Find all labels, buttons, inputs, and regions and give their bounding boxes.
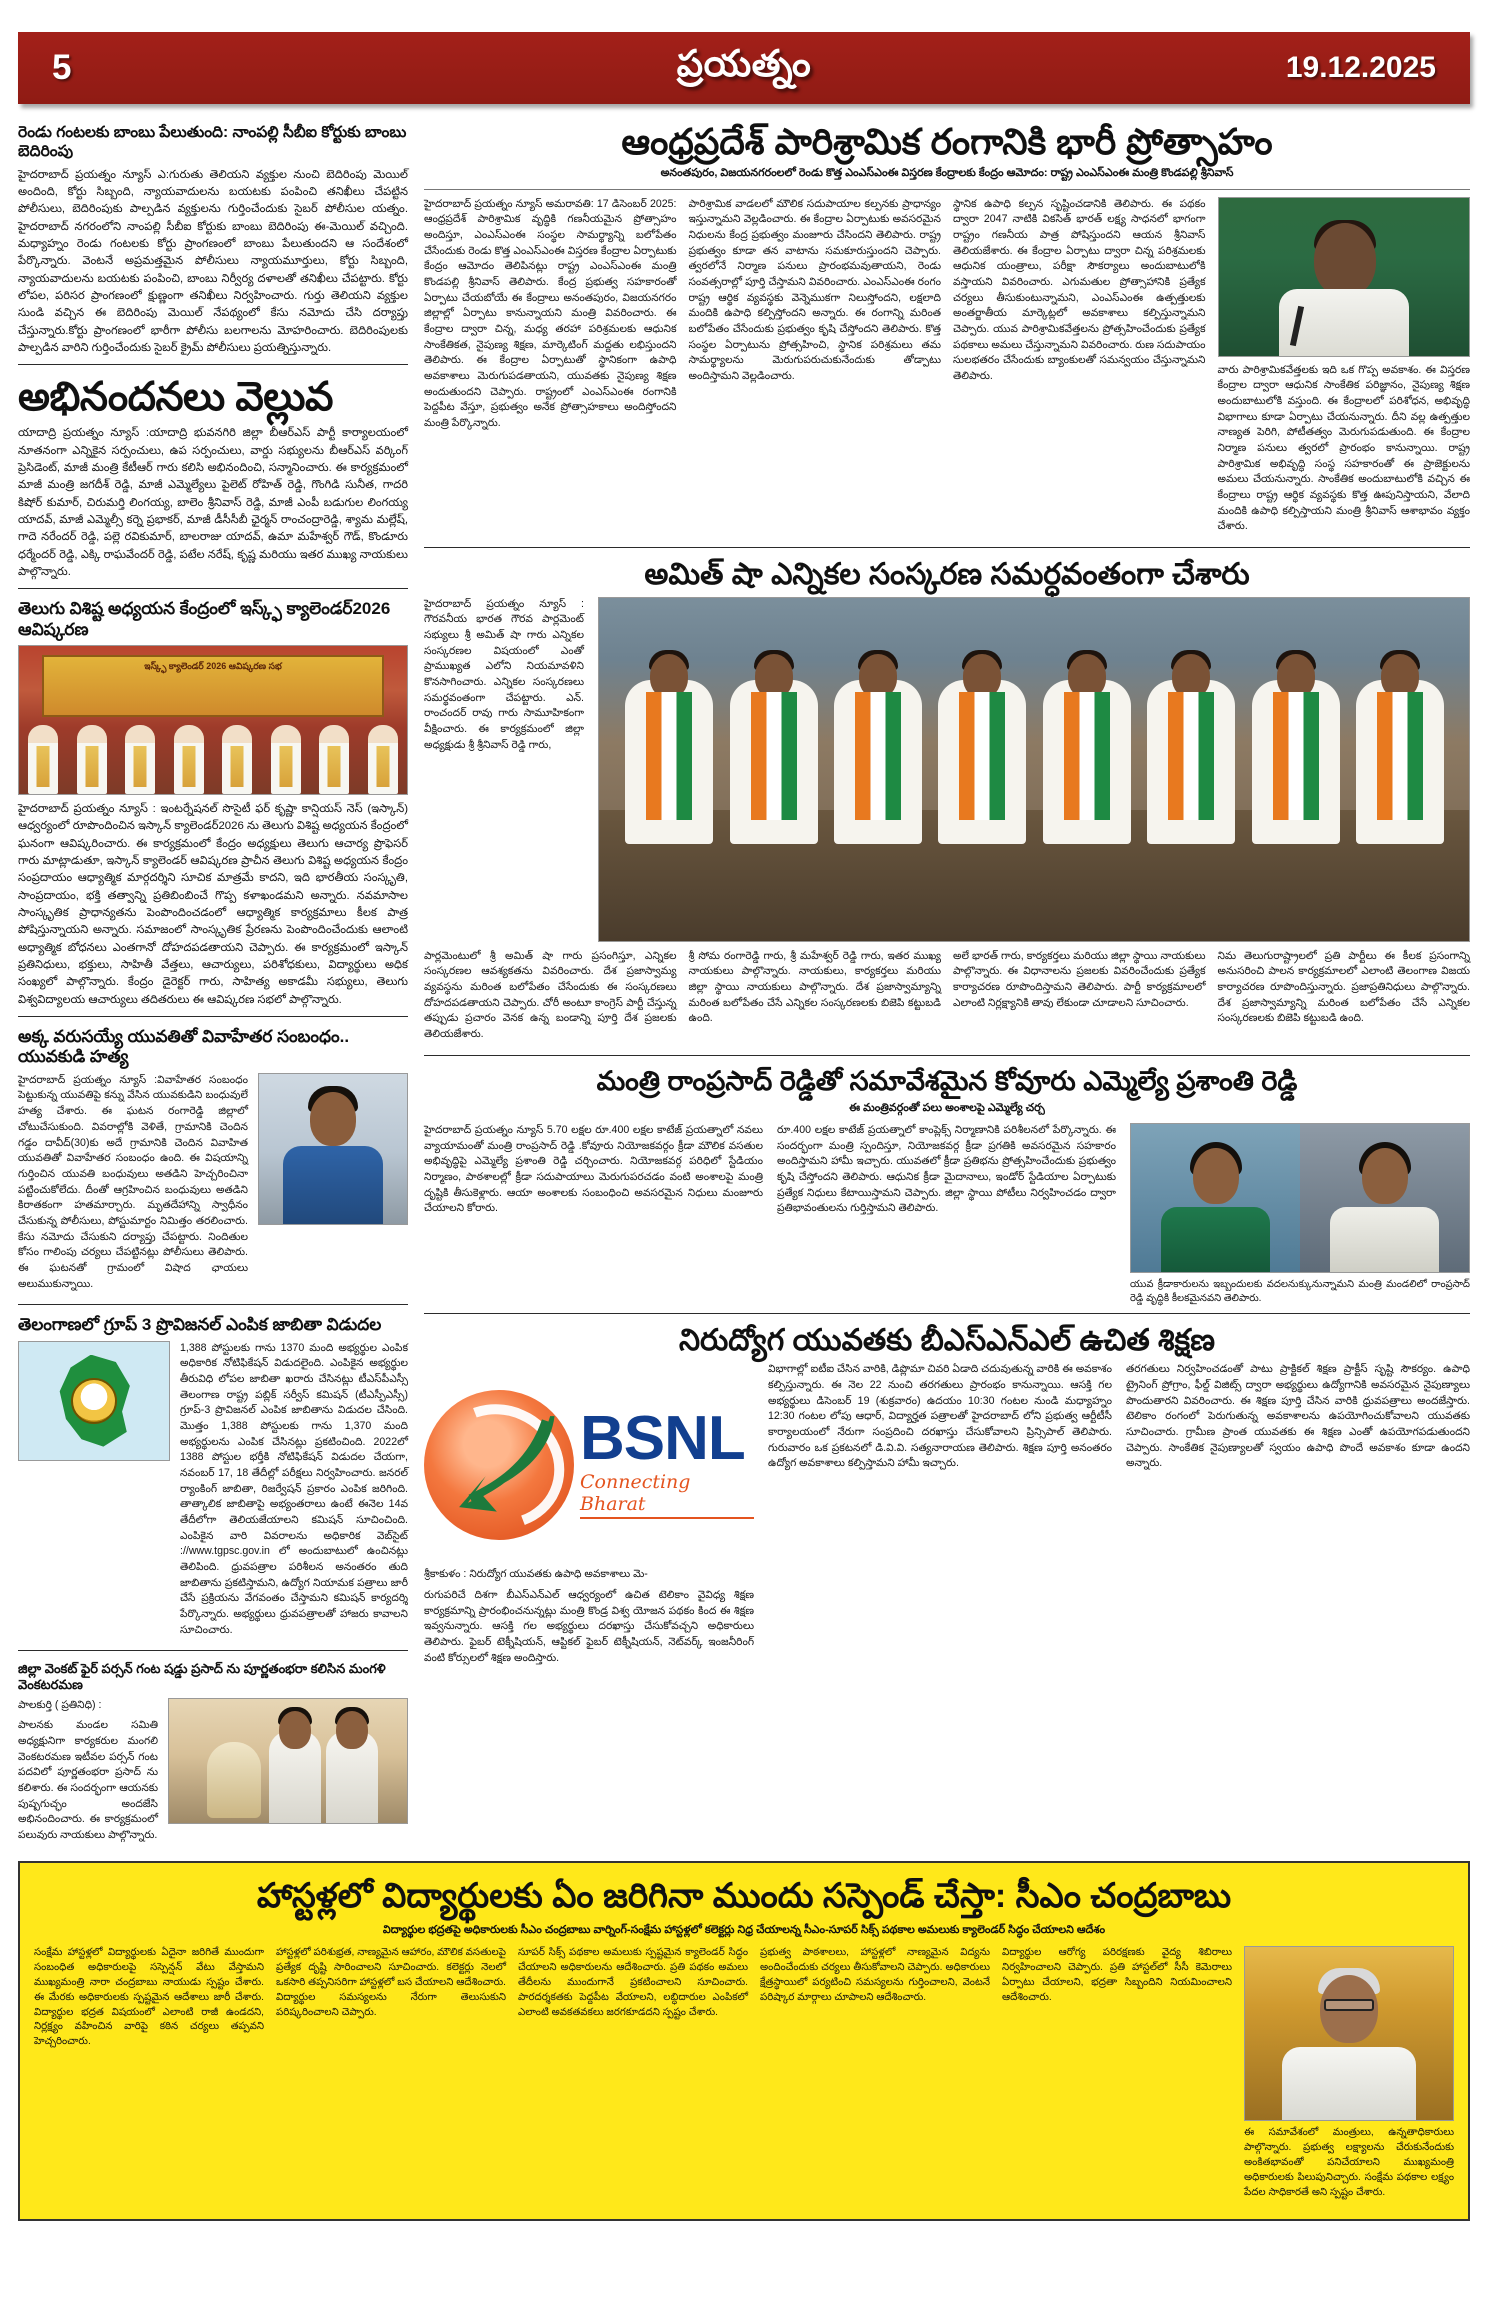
- photo-banner-text: ఇస్క్ఫ్ క్యాలెండర్ 2026 ఆవిష్కరణ సభ: [144, 660, 282, 671]
- bsnl-underline: [580, 1517, 754, 1519]
- person-figure: [28, 725, 58, 794]
- murder-photo-col: [258, 1073, 408, 1297]
- bjp-meeting-photo: [598, 597, 1470, 942]
- msme-col-3: [953, 197, 1206, 540]
- banner-subhead: విద్యార్థుల భద్రతపై అధికారులకు సీఎం చంద్రబాబు వార్నింగ్-సంక్షేమ హాస్టళ్లలో కలెక్టర్లు నిధ్ర చేయాలన్న సీఎం-సూపర్ సిక్స్ పథకాల అమలుకు క్యాలెండర్ సిద్ధం చేయాలని ఆదేశం: [382, 1923, 1106, 1936]
- person-figure: [368, 725, 398, 794]
- divider: [424, 1055, 1470, 1056]
- group3-body-top: 1,388 పోస్టులకు గాను 1370 మంది అభ్యర్థుల ఎంపిక అధికారిక నోటిఫికేషన్ విడుదలైంది. ఎంపికైన అభ్యర్థుల తీరువిధి లోపల జాబితా ఖరారు చేసినట్లు టీఎస్‌పీఎస్సీ తెలంగాణ రాష్ట్ర పబ్లిక్ సర్వీస్ కమిషన్ (టీఎస్పీఎస్సీ) గ్రూప్-3 ప్రొవిజనల్ ఎంపిక జాబితాను విడుదల చేసింది. మొత్తం 1,388 పోస్టులకు గాను 1,370 మంది అభ్యర్థులను ఎంపిక చేసినట్లు ప్రకటించింది. 2022లో 1388 పోస్టుల భర్తీకి నోటిఫికేషన్ విడుదల చేయగా, నవంబర్ 17, 18 తేదీల్లో పరీక్షలు నిర్వహించారు. జనరల్ ర్యాంకింగ్ జాబితా, రిజర్వేషన్ ప్రకారం ఎంపిక జరిగింది. తాత్కాలిక జాబితాపై అభ్యంతరాలు ఉంటే ఈనెల 14వ తేదీలోగా తెలియజేయాలని కమిషన్ సూచించింది. ఎంపికైన వారి వివరాలను అధికారిక వెబ్‌సైట్ ://www.tgpsc.gov.in లో అందుబాటులో ఉంచినట్లు తెలిపింది. ధ్రువపత్రాల పరిశీలన అనంతరం తుది జాబితాను ప్రకటిస్తామని, ఉద్యోగ నియామక పత్రాలు జారీ చేసే ప్రక్రియను వేగవంతం చేస్తామని కమిషన్ కార్యదర్శి పేర్కొన్నారు. అభ్యర్థులు ధ్రువపత్రాలతో హాజరు కావాలని సూచించారు.: [180, 1341, 408, 1636]
- bsnl-wordmark: [580, 1404, 754, 1519]
- calendar-headline: తెలుగు విశిష్ట అధ్యయన కేంద్రంలో ఇస్క్ఫ్ క్యాలెండర్2026 ఆవిష్కరణ: [18, 599, 391, 639]
- amit-shah-photo-col: [598, 597, 1470, 942]
- newspaper-page: [0, 32, 1488, 2311]
- collector-kicker: పాలకుర్తి ( ప్రతినిధి) :: [18, 1698, 102, 1711]
- person-figure: [77, 725, 107, 794]
- collector-headline: జిల్లా వెంకట్ ఫైర్ పర్సన్ గంట షడ్డు ప్రసాద్ ను పూర్ణతంభరా కలిసిన మంగళి వెంకటరమణ: [18, 1661, 386, 1692]
- minister-meeting-body-1: హైదరాబాద్ ప్రయత్నం న్యూస్ 5.70 లక్షల రూ.400 లక్షల కాటేజ్ ప్రయత్నాలో నవలు వ్యాయామంతో మంత్రి రాంప్రసాద్ రెడ్డి .కోవూరు నియోజకవర్గం క్రీడా మౌలిక వసతుల అభివృద్ధిపై ఎమ్మెల్యే ప్రశాంతి రెడ్డి చర్చించారు. నియోజకవర్గ పరిధిలో స్టేడియం నిర్మాణం, పాఠశాలల్లో క్రీడా సదుపాయాలు మెరుగుపరచడం వంటి అంశాలపై మంత్రి దృష్టికి తీసుకెళ్లారు. ఆయా అంశాలకు సంబంధించి అవసరమైన నిధులు మంజూరు చేయాలని కోరారు.: [424, 1123, 763, 1215]
- banner-body-6: ఈ సమావేశంలో మంత్రులు, ఉన్నతాధికారులు పాల్గొన్నారు. ప్రభుత్వ లక్ష్యాలను చేరుకునేందుకు అంకితభావంతో పనిచేయాలని ముఖ్యమంత్రి అధికారులకు పిలుపునిచ్చారు. సంక్షేమ పథకాల లక్ష్యం పేదల సాధికారతే అని స్పష్టం చేశారు.: [1244, 2126, 1454, 2198]
- article-iskcon-calendar: [18, 599, 408, 1009]
- photo-face: [1314, 223, 1376, 297]
- article-bsnl-training: [424, 1324, 1470, 1672]
- collector-body: పాలనకు మండల సమితి అధ్యక్షునిగా కార్యకరుల మంగలి వెంకటరమణ ఇటీవల పర్సన్ గంట పదవిలో పూర్ణతంభరా ప్రసాద్ ను కలిశారు. ఈ సందర్భంగా ఆయనకు పుష్పగుచ్ఛం అందజేసి అభినందించారు. ఈ కార్యక్రమంలో పలువురు నాయకులు పాల్గొన్నారు.: [18, 1719, 158, 1841]
- bsnl-arrow-icon: [448, 1408, 559, 1522]
- msme-headline: ఆంధ్రప్రదేశ్ పారిశ్రామిక రంగానికి భారీ ప్రోత్సాహం: [621, 121, 1273, 162]
- collector-photo-col: [168, 1698, 408, 1849]
- left-column: [18, 114, 408, 1849]
- bsnl-col-2: [768, 1362, 1112, 1671]
- calendar-body: హైదరాబాద్ ప్రయత్నం న్యూస్ : ఇంటర్నేషనల్ సొసైటీ ఫర్ కృష్ణా కాన్షియస్ నెస్ (ఇస్కాన్) ఆధ్వర్యంలో రూపొందించిన ఇస్కాన్ క్యాలెండర్2026 ను తెలుగు విశిష్ట అధ్యయన కేంద్రంలో ఘనంగా ఆవిష్కరించారు. ఈ కార్యక్రమంలో కేంద్రం అధ్యక్షులు తెలుగు ఆచార్య ప్రొఫెసర్ గారు మాట్లాడుతూ, ఇస్కాన్ క్యాలెండర్ ఆవిష్కరణ ప్రాచీన తెలుగు విశిష్ట అధ్యయన కేంద్రం సంప్రదాయం ఆధ్యాత్మిక మార్గదర్శిని సూచిక మాత్రమే కాదని, ఇది భారతీయ సంస్కృతి, సాంప్రదాయం, భక్తి తత్వాన్ని ప్రతిబింబించే గొప్ప కళాఖండమని అన్నారు. నవమాసాల సాంస్కృతిక ప్రాధాన్యతను పెంపొందించడంలో ఆధ్యాత్మిక కార్యక్రమాలు కీలక పాత్ర పోషిస్తున్నాయని అన్నారు. సమాజంలో సాంస్కృతిక ప్రేరణను పెంపొందించేందుకు ఆలాంటి అధ్యాత్మిక బోధనలు ఎంతగానో దోహదపడతాయని చెప్పారు. ఈ కార్యక్రమంలో ఇస్కాన్ ప్రతినిధులు, భక్తులు, సాహితీ వేత్తలు, ఆచార్యులు, పరిశోధకులు, విద్యార్థులు అధిక సంఖ్యలో పాల్గొన్నారు. కేంద్రం డైరెక్టర్ గారు, సాహిత్య అకాడమీ సభ్యులు, తెలుగు విశ్వవిద్యాలయ ఆచార్యులు తదితరులు ఈ ఆవిష్కరణ సభలో పాల్గొన్నారు.: [18, 803, 408, 1006]
- person-figure: [271, 725, 301, 794]
- amit-shah-text-left: [424, 597, 584, 942]
- seated-person: [938, 680, 1026, 845]
- banner-col-5: [1002, 1946, 1232, 2205]
- amit-shah-body-3: శ్రీ సోమ రంగారెడ్డి గారు, శ్రీ మహేశ్వర్ రెడ్డి గారు, ఇతర ముఖ్య నాయకులు పాల్గొన్నారు. నాయకులు, కార్యకర్తలు మరియు జిల్లా స్థాయి నాయకులు పాల్గొన్నారు. దేశ ప్రజాస్వామ్యాన్ని మరింత బలోపేతం చేసే ఎన్నికల సంస్కరణలకు బిజెపి కట్టుబడి ఉంది.: [688, 949, 941, 1025]
- amit-shah-col-5: [1218, 949, 1471, 1048]
- msme-subhead: అనంతపురం, విజయనగరంలలో రెండు కొత్త ఎంఎస్ఎంఈ విస్తరణ కేంద్రాలకు కేంద్రం ఆమోదం: రాష్ట్ర ఎంఎస్ఎంఈ మంత్రి కొండపల్లి శ్రీనివాస్: [660, 167, 1234, 180]
- banner-body-2: హాస్టళ్లలో పరిశుభ్రత, నాణ్యమైన ఆహారం, మౌలిక వసతులపై ప్రత్యేక దృష్టి సారించాలని సూచించారు. కలెక్టర్లు నెలలో ఒకసారి తప్పనిసరిగా హాస్టళ్లలో బస చేయాలని ఆదేశించారు. విద్యార్థుల సమస్యలను నేరుగా తెలుసుకుని పరిష్కరించాలని చెప్పారు.: [276, 1946, 506, 2018]
- group3-text-col: [180, 1341, 408, 1644]
- article-congratulations: [18, 375, 408, 581]
- murder-body: హైదరాబాద్ ప్రయత్నం న్యూస్ :వివాహేతర సంబంధం పెట్టుకున్న యువతిపై కన్ను వేసిన యువకుడిని బంధువులే హత్య చేశారు. ఈ ఘటన రంగారెడ్డి జిల్లాలో చోటుచేసుకుంది. వివరాల్లోకి వెళితే, గ్రామానికి చెందిన గడ్డం దావీద్(30)కు అదే గ్రామానికి చెందిన వివాహిత యువతితో వివాహేతర సంబంధం ఉంది. ఈ విషయాన్ని గుర్తించిన యువతి బంధువులు అతడిని హెచ్చరించినా పట్టించుకోలేదు. దీంతో ఆగ్రహించిన బంధువులు అతడిని కిరాతకంగా హతమార్చారు. మృతదేహాన్ని స్వాధీనం చేసుకున్న పోలీసులు, పోస్టుమార్టం నిమిత్తం తరలించారు. కేసు నమోదు చేసుకుని దర్యాప్తు చేపట్టారు. నిందితుల కోసం గాలింపు చర్యలు చేపట్టినట్లు పోలీసులు తెలిపారు. ఈ ఘటనతో గ్రామంలో విషాద ఛాయలు అలుముకున్నాయి.: [18, 1073, 248, 1290]
- party-scarf: [751, 692, 797, 820]
- bsnl-kicker: శ్రీకాకుళం : నిరుద్యోగ యువతకు ఉపాధి అవకాశాలు మె-: [424, 1568, 648, 1581]
- person-figure: [125, 725, 155, 794]
- article-bomb-threat: [18, 123, 408, 357]
- photo-face: [1362, 1148, 1408, 1204]
- article-collector-meeting: [18, 1661, 408, 1848]
- msme-body-1: హైదరాబాద్ ప్రయత్నం న్యూస్ అమరావతి: 17 డిసెంబర్ 2025: ఆంధ్రప్రదేశ్ పారిశ్రామిక వృద్ధికి గణనీయమైన ప్రోత్సాహం అందిస్తూ, ఎంఎస్ఎంఈ సంస్థల సామర్థ్యాన్ని బలోపేతం చేసేందుకు రెండు కొత్త ఎంఎస్ఎంఈ విస్తరణ కేంద్రాల ఏర్పాటుకు కేంద్రం ఆమోదం తెలిపినట్లు రాష్ట్ర ఎంఎస్ఎంఈ మంత్రి కొండపల్లి శ్రీనివాస్ తెలిపారు. కేంద్ర ప్రభుత్వ సహకారంతో ఏర్పాటు చేయబోయే ఈ కేంద్రాలు అనంతపురం, విజయనగరం జిల్లాల్లో ఏర్పాటు కానున్నాయని మంత్రి వివరించారు. ఈ కేంద్రాల ద్వారా చిన్న, మధ్య తరహా పరిశ్రమలకు ఆధునిక సాంకేతికత, నైపుణ్య శిక్షణ, మార్కెటింగ్ మద్దతు లభిస్తుందని తెలిపారు. ఈ కేంద్రాల ఏర్పాటుతో స్థానికంగా ఉపాధి అవకాశాలు మెరుగుపడతాయని, యువతకు నైపుణ్య శిక్షణ అందుతుందని చెప్పారు. రాష్ట్రంలో ఎంఎస్ఎంఈ రంగానికి పెద్దపీట వేస్తూ, ప్రభుత్వం అనేక ప్రోత్సాహకాలు అందిస్తోందని మంత్రి పేర్కొన్నారు.: [424, 197, 677, 430]
- deity-idol: [207, 1742, 261, 1818]
- person-figure: [319, 725, 349, 794]
- group3-headline: తెలంగాణలో గ్రూప్ 3 ప్రొవిజనల్ ఎంపిక జాబితా విడుదల: [18, 1315, 382, 1335]
- seated-person: [1147, 680, 1235, 845]
- bomb-threat-headline: రెండు గంటలకు బాంబు పేలుతుంది: నాంపల్లి సీబీఐ కోర్టుకు బాంబు బెదిరింపు: [18, 124, 407, 161]
- telangana-emblem-photo: [18, 1341, 170, 1461]
- msme-minister-photo: [1218, 197, 1471, 357]
- person-figure: [269, 1731, 321, 1823]
- article-amit-shah: [424, 558, 1470, 1048]
- minister-meeting-body-2: రూ.400 లక్షల కాటేజ్ ప్రయత్నాలో కాంప్లెక్స్ నిర్మాణానికి పరిశీలనలో పేర్కొన్నారు. ఈ సందర్భంగా మంత్రి స్పందిస్తూ, నియోజకవర్గ క్రీడా ప్రగతికి అవసరమైన సహకారం అందిస్తామని హామీ ఇచ్చారు. యువతలో క్రీడా ప్రతిభను ప్రోత్సహించేందుకు ప్రభుత్వం కృషి చేస్తోందని తెలిపారు. ఆధునిక క్రీడా మైదానాలు, ఇండోర్ స్టేడియాల ఏర్పాటుకు ప్రత్యేక నిధులు కేటాయిస్తామని చెప్పారు. జిల్లా స్థాయి పోటీలు నిర్వహించడం ద్వారా ప్రతిభావంతులను గుర్తిస్తామని తెలిపారు.: [777, 1123, 1116, 1215]
- article-group3-results: [18, 1315, 408, 1643]
- photo-people-group: [19, 708, 407, 794]
- amit-shah-col-4: [953, 949, 1206, 1048]
- bsnl-brand-text: BSNL: [580, 1404, 745, 1474]
- party-scarf: [855, 692, 901, 820]
- minister-meeting-col-1: [424, 1123, 763, 1306]
- seated-person: [834, 680, 922, 845]
- bsnl-headline: నిరుద్యోగ యువతకు బీఎస్ఎన్ఎల్ ఉచిత శిక్షణ: [679, 1323, 1215, 1357]
- photo-person-right: [1300, 1124, 1469, 1272]
- bottom-highlight-banner: [18, 1861, 1470, 2222]
- amit-shah-headline: అమిత్ షా ఎన్నికల సంస్కరణ సమర్ధవంతంగా చేశారు: [644, 558, 1250, 591]
- cm-chandrababu-photo: [1244, 1946, 1454, 2121]
- masthead-title: ప్రయత్నం: [676, 42, 812, 84]
- calendar-launch-photo: [18, 645, 408, 795]
- bsnl-body-1: రుగుపరిచే దిశగా బీఎస్ఎన్ఎల్ ఆధ్వర్యంలో ఉచిత టెలికాం వైవిధ్య శిక్షణ కార్యక్రమాన్ని ప్రారంభించనున్నట్లు మంత్రి కొండ్ర విశ్వ యోజన పథకం కింద ఈ శిక్షణ ఇవ్వనున్నారు. ఆసక్తి గల అభ్యర్థులు దరఖాస్తు చేసుకోవచ్చని అధికారులు తెలిపారు. ఫైబర్ టెక్నీషియన్, ఆప్టికల్ ఫైబర్ టెక్నీషియన్, నెట్‌వర్క్ ఇంజనీరింగ్ వంటి కోర్సులలో శిక్షణ అందిస్తారు.: [424, 1589, 754, 1664]
- banner-col-4: [760, 1946, 990, 2205]
- banner-col-1: [34, 1946, 264, 2205]
- divider: [18, 1016, 408, 1017]
- msme-body-4: వారు పారిశ్రామికవేత్తలకు ఇది ఒక గొప్ప అవకాశం. ఈ విస్తరణ కేంద్రాల ద్వారా ఆధునిక సాంకేతిక పరిజ్ఞానం, నైపుణ్య శిక్షణ అందుబాటులోకి వస్తుంది. ఈ కేంద్రాలలో పరిశోధన, అభివృద్ధి విభాగాలు కూడా ఏర్పాటు చేయనున్నారు. దీని వల్ల ఉత్పత్తుల నాణ్యత పెరిగి, పోటీతత్వం మెరుగుపడుతుంది. ఈ కేంద్రాల నిర్మాణ పనులు త్వరలో ప్రారంభం కానున్నాయి. రాష్ట్ర పారిశ్రామిక అభివృద్ధి సంస్థ సహకారంతో ఈ ప్రాజెక్టులను అమలు చేయనున్నారు. సాంకేతిక అందుబాటులోకి వచ్చిన ఈ కేంద్రాలు రాష్ట్ర ఆర్థిక వ్యవస్థకు కొత్త ఊపునిస్తాయని, వేలాది మందికి ఉపాధి కల్పిస్తాయని మంత్రి శ్రీనివాస్ ఆశాభావం వ్యక్తం చేశారు.: [1217, 363, 1470, 533]
- amit-shah-body-4: అలే భారత్ గారు, కార్యకర్తలు మరియు జిల్లా స్థాయి నాయకులు పాల్గొన్నారు. ఈ విధానాలను ప్రజలకు వివరించేందుకు ప్రత్యేక కార్యాచరణ రూపొందిస్తామని తెలిపారు. పార్టీ కార్యక్రమాలలో ఎలాంటి నిర్లక్ష్యానికి తావు లేకుండా చూడాలని సూచించారు.: [953, 949, 1206, 1009]
- right-column: [424, 114, 1470, 1849]
- collector-text-col: [18, 1698, 158, 1849]
- minister-meeting-photo-col: [1130, 1123, 1470, 1306]
- seated-person: [1043, 680, 1131, 845]
- congrats-body: యాదాద్రి ప్రయత్నం న్యూస్ :యాదాద్రి భువనగిరి జిల్లా బీఆర్ఎస్ పార్టీ కార్యాలయంలో నూతనంగా ఎన్నికైన సర్పంచులు, ఉప సర్పంచులు, వార్డు సభ్యులను బీఆర్ఎస్ వర్కింగ్ ప్రెసిడెంట్, మాజీ మంత్రి కేటీఆర్ గారు కలిసి అభినందించి, సన్మానించారు. ఈ కార్యక్రమంలో మాజీ మంత్రి జగదీశ్ రెడ్డి, మాజీ ఎమ్మెల్యేలు పైలెట్ రోహిత్ రెడ్డి, గొంగిడి సునీత, గాదరి కిషోర్ కుమార్, చిరుమర్తి లింగయ్య, బాలెం శ్రీనివాస్ రెడ్డి, మాజీ ఎంపీ బడుగుల లింగయ్య యాదవ్, మాజీ ఎమ్మెల్సీ కర్నె ప్రభాకర్, మాజీ డీసీసీబీ ఛైర్మన్ రాంచంద్రారెడ్డి, శ్యామ మల్లేష్, గాదె నరేందర్ రెడ్డి, పల్లె రవికుమార్, బాలరాజు యాదవ్, ఉమా మహేశ్వర్ గౌడ్, కొండూరు ధర్మేందర్ రెడ్డి, ఎక్కి రాఘవేందర్ రెడ్డి, పటేల నరేష్, కృష్ణ మరియు ఇతర ముఖ్య నాయకులు పాల్గొన్నారు.: [18, 427, 408, 578]
- bsnl-body-3: తరగతులు నిర్వహించడంతో పాటు ప్రాక్టికల్ శిక్షణ ప్రాక్టీస్ సృష్టి సౌకర్యం. ఉపాధి ట్రైనింగ్ ప్రోగ్రాం, ఫీల్డ్ విజిట్స్ ద్వారా అభ్యర్థులు ఉద్యోగానికి అవసరమైన నైపుణ్యాలు పొందుతారని వివరించారు. ఈ శిక్షణ పూర్తి చేసిన వారికి ధ్రువపత్రాలు అందజేస్తారు. టెలికాం రంగంలో పెరుగుతున్న అవకాశాలను ఉపయోగించుకోవాలని యువతకు సూచించారు. గ్రామీణ ప్రాంత యువతకు ఈ శిక్షణ ఎంతో ఉపయోగపడుతుందని చెప్పారు. సాంకేతిక నైపుణ్యాలతో స్వయం ఉపాధి పొందే అవకాశం కూడా ఉందని అన్నారు.: [1126, 1363, 1470, 1470]
- msme-body-3: స్థానిక ఉపాధి కల్పన సృష్టించడానికి తెలిపారు. ఈ పథకం ద్వారా 2047 నాటికి వికసిత్ భారత్ లక్ష్య సాధనలో భాగంగా రాష్ట్రం గణనీయ పాత్ర పోషిస్తుందని ఆయన శ్రీనివాస్ తెలియజేశారు. ఈ కేంద్రాల ఏర్పాటు ద్వారా చిన్న పరిశ్రమలకు ఆధునిక యంత్రాలు, పరీక్షా సౌకర్యాలు అందుబాటులోకి వస్తాయని వివరించారు. ఎగుమతుల ప్రోత్సాహానికి ప్రత్యేక చర్యలు తీసుకుంటున్నామని, ఎంఎస్ఎంఈ ఉత్పత్తులకు అంతర్జాతీయ మార్కెట్లలో అవకాశాలు కల్పిస్తున్నామని చెప్పారు. యువ పారిశ్రామికవేత్తలను ప్రోత్సహించేందుకు ప్రత్యేక పథకాలు అమలు చేస్తున్నామని వివరించారు. రుణ సదుపాయం సులభతరం చేసేందుకు బ్యాంకులతో సమన్వయం చేస్తున్నామని తెలిపారు.: [953, 197, 1206, 382]
- photo-shirt: [1282, 2047, 1415, 2120]
- murder-headline: అక్క వరుసయ్యే యువతితో వివాహేతర సంబంధం.. యువకుడి హత్య: [18, 1027, 350, 1067]
- divider: [424, 1313, 1470, 1314]
- divider: [424, 189, 1470, 190]
- congrats-headline: అభినందనలు వెల్లువ: [18, 375, 333, 420]
- minister-meeting-photo-caption: యువ క్రీడాకారులను ఇబ్బందులకు వదలనుక్కునున్నామని మంత్రి మండలిలో రాంప్రసాద్ రెడ్డి వృద్ధికి కీలకమైనవని తెలిపారు.: [1130, 1278, 1470, 1304]
- seated-person: [1356, 680, 1444, 845]
- article-minister-meeting: [424, 1066, 1470, 1306]
- bsnl-globe-icon: [424, 1390, 574, 1540]
- banner-body-4: ప్రభుత్వ పాఠశాలలు, హాస్టళ్లలో నాణ్యమైన విద్యను అందించేందుకు చర్యలు తీసుకోవాలని చెప్పారు. అధికారులు క్షేత్రస్థాయిలో పర్యటించి సమస్యలను గుర్తించాలని, వెంటనే పరిష్కార మార్గాలు చూపాలని ఆదేశించారు.: [760, 1946, 990, 2003]
- seated-person: [625, 680, 713, 845]
- seated-person: [730, 680, 818, 845]
- banner-body-1: సంక్షేమ హాస్టళ్లలో విద్యార్థులకు ఏదైనా జరిగితే ముందుగా సంబంధిత అధికారులపై సస్పెన్షన్ వేటు వేస్తామని ముఖ్యమంత్రి నారా చంద్రబాబు నాయుడు స్పష్టం చేశారు. ఈ మేరకు అధికారులకు స్పష్టమైన ఆదేశాలు జారీ చేశారు. విద్యార్థుల భద్రత విషయంలో ఎలాంటి రాజీ ఉండదని, నిర్లక్ష్యం వహించిన వారిపై కఠిన చర్యలు తప్పవని హెచ్చరించారు.: [34, 1946, 264, 2048]
- bsnl-logo-col: [424, 1362, 754, 1671]
- banner-col-2: [276, 1946, 506, 2205]
- banner-photo-col: [1244, 1946, 1454, 2205]
- divider: [18, 364, 408, 365]
- page-number: 5: [52, 48, 72, 87]
- bsnl-col-3: [1126, 1362, 1470, 1671]
- msme-col-1: [424, 197, 677, 540]
- state-emblem-icon: [71, 1378, 117, 1424]
- party-scarf: [1377, 692, 1423, 820]
- group3-photo-col: [18, 1341, 170, 1644]
- photo-saree: [1161, 1207, 1269, 1272]
- bsnl-body-2: విభాగాల్లో ఐటీఐ చేసిన వారికి, డిప్లొమా చివరి ఏడాది చదువుతున్న వారికి ఈ అవకాశం కల్పిస్తున్నారు. ఈ నెల 22 నుంచి తరగతులు ప్రారంభం కానున్నాయి. ఆసక్తి గల అభ్యర్థులు డిసెంబర్ 19 (శుక్రవారం) ఉదయం 10:30 గంటల నుండి మధ్యాహ్నం 12:30 గంటల లోపు ఆధార్, విద్యార్హత పత్రాలతో హైదరాబాద్ లోని ప్రభుత్వ ఆర్టీటీసీ కార్యాలయంలో నేరుగా సంప్రదించి దరఖాస్తు చేసుకోవాలని ప్రిన్సిపాల్ తెలిపారు. గురువారం ఒక ప్రకటనలో డి.వి.వి. సత్యనారాయణ తెలిపారు. శిక్షణ పూర్తి అనంతరం ఉద్యోగ అవకాశాలు కల్పిస్తామని హామీ ఇచ్చారు.: [768, 1363, 1112, 1470]
- victim-photo: [258, 1073, 408, 1225]
- bsnl-logo: [424, 1362, 754, 1567]
- seated-person: [1252, 680, 1340, 845]
- glasses-icon: [1324, 1999, 1374, 2011]
- divider: [18, 1650, 408, 1651]
- banner-body-3: సూపర్ సిక్స్ పథకాల అమలుకు స్పష్టమైన క్యాలెండర్ సిద్ధం చేయాలని అధికారులను ఆదేశించారు. ప్రతి పథకం అమలు తేదీలను ముందుగానే ప్రకటించాలని సూచించారు. పారదర్శకతకు పెద్దపీట వేయాలని, లబ్ధిదారుల ఎంపికలో ఎలాంటి అవకతవకలు జరగకూడదని స్పష్టం చేశారు.: [518, 1946, 748, 2018]
- person-figure: [174, 725, 204, 794]
- photo-face: [1193, 1148, 1239, 1204]
- bsnl-tagline-text: Connecting Bharat: [580, 1471, 691, 1516]
- article-murder: [18, 1027, 408, 1297]
- photo-person-left: [1131, 1124, 1300, 1272]
- amit-shah-body-5: నిమ తెలుగురాష్ట్రాలలో ప్రతి పార్టీలు ఈ కీలక ప్రసంగాన్ని అనుసరించి పాలన కార్యక్రమాలలో ఎలాంటి తెలంగాణ విజయ కార్యాచరణ రూపొందిస్తున్నారు. ప్రజాప్రతినిధులు పాల్గొన్నారు. దేశ ప్రజాస్వామ్యాన్ని మరింత బలోపేతం చేసే ఎన్నికల సంస్కరణలకు బిజెపి కట్టుబడి ఉంది.: [1217, 949, 1470, 1025]
- msme-col-4: [1218, 197, 1471, 540]
- bomb-threat-body: హైదరాబాద్ ప్రయత్నం న్యూస్ ఎ:గురుతు తెలియని వ్యక్తుల నుంచి బెదిరింపు మెయిల్ అందింది, కోర్టు సిబ్బంది, న్యాయవాదులను బయటకు పంపించి తనిఖీలు చేపట్టిన పోలీసులు, బెదిరింపుకు పాల్పడిన వ్యక్తులను గుర్తించేందుకు సైబర్ పోలీసుల యత్నం. హైదరాబాద్ నగరంలోని నాంపల్లి సీబీఐ కోర్టుకు బాంబు బెదిరింపు ఈ-మెయిల్ వచ్చింది. మధ్యాహ్నం రెండు గంటలకు కోర్టు ప్రాంగణంలో బాంబు పేలుతుందని ఆ సందేశంలో పేర్కొన్నారు. వెంటనే అప్రమత్తమైన పోలీసులు న్యాయమూర్తులు, కోర్టు సిబ్బంది, న్యాయవాదులను బయటకు పంపించి, బాంబు నిర్వీర్య దళాలతో తనిఖీలు చేపట్టారు. కోర్టు లోపల, పరిసర ప్రాంగణంలో క్షుణ్ణంగా తనిఖీలు నిర్వహించారు. గుర్తు తెలియని వ్యక్తుల సుండి వచ్చిన ఈ బెదిరింపు మెయిల్ నేపథ్యంలో కేసు నమోదు చేసి దర్యాప్తు చేస్తున్నారు.కోర్టు ప్రాంగణంలో భారీగా పోలీసు బలగాలను మోహరించారు. బెదిరింపులకు పాల్పడిన వారిని గుర్తించేందుకు సైబర్ క్రైమ్ పోలీసులు ప్రయత్నిస్తున్నారు.: [18, 168, 408, 355]
- murder-text-col: [18, 1073, 248, 1297]
- minister-meeting-col-2: [777, 1123, 1116, 1306]
- msme-col-2: [689, 197, 942, 540]
- minister-meeting-headline: మంత్రి రాంప్రసాద్ రెడ్డితో సమావేశమైన కోవూరు ఎమ్మెల్యే ప్రశాంతి రెడ్డి: [596, 1065, 1298, 1096]
- minister-meeting-subhead: ఈ మంత్రివర్గంతో పలు అంశాలపై ఎమ్మెల్యే చర్చ: [849, 1101, 1045, 1114]
- msme-columns: [424, 197, 1470, 540]
- party-scarf: [646, 692, 692, 820]
- divider: [18, 1304, 408, 1305]
- collector-meeting-photo: [168, 1698, 408, 1824]
- msme-body-2: పారిశ్రామిక వాడలలో మౌలిక సదుపాయాల కల్పనకు ప్రాధాన్యం ఇస్తున్నామని వెల్లడించారు. ఈ కేంద్రాల ఏర్పాటుకు అవసరమైన నిధులను కేంద్ర ప్రభుత్వం మంజూరు చేసిందని తెలిపారు. రాష్ట్ర ప్రభుత్వం కూడా తన వాటాను సమకూరుస్తుందని చెప్పారు. త్వరలోనే నిర్మాణ పనులు ప్రారంభమవుతాయని, రెండు సంవత్సరాల్లో పూర్తి చేస్తామని వివరించారు. ఎంఎస్ఎంఈ రంగం రాష్ట్ర ఆర్థిక వ్యవస్థకు వెన్నెముకగా నిలుస్తోందని, లక్షలాది మందికి ఉపాధి కల్పిస్తోందని అన్నారు. ఈ రంగాన్ని మరింత బలోపేతం చేసేందుకు ప్రభుత్వం కృషి చేస్తోందని తెలిపారు. కొత్త సంస్థల ఏర్పాటును ప్రోత్సహించి, స్థానిక పరిశ్రమలు తమ సామర్థ్యాలను మెరుగుపరుచుకునేందుకు తోడ్పాటు అందిస్తామని వెల్లడించారు.: [688, 197, 941, 382]
- amit-shah-col-3: [689, 949, 942, 1048]
- photo-shirt: [1330, 1207, 1438, 1272]
- issue-date: 19.12.2025: [1285, 51, 1436, 84]
- divider: [18, 588, 408, 589]
- mla-minister-photo: [1130, 1123, 1470, 1273]
- photo-face: [336, 1711, 368, 1749]
- divider: [424, 547, 1470, 548]
- amit-shah-body-2: పార్లమెంటులో శ్రీ అమిత్ షా గారు ప్రసంగిస్తూ, ఎన్నికల సంస్కరణల ఆవశ్యకతను వివరించారు. దేశ ప్రజాస్వామ్య వ్యవస్థను మరింత బలోపేతం చేసేందుకు ఈ సంస్కరణలు దోహదపడతాయని చెప్పారు. చోరీ అంటూ కాంగ్రెస్ పార్టీ చేస్తున్న తప్పుడు ప్రచారం వెనక ఉన్న బండాన్ని పూర్తి దేశ ప్రజలకు తెలియజేశారు.: [424, 949, 677, 1040]
- photo-face: [310, 1092, 356, 1146]
- party-scarf: [1273, 692, 1319, 820]
- photo-face: [279, 1711, 311, 1749]
- amit-shah-col-2: [424, 949, 677, 1048]
- banner-headline: హాస్టళ్లలో విద్యార్థులకు ఏం జరిగినా ముందు సస్పెండ్ చేస్తా: సీఎం చంద్రబాబు: [256, 1876, 1232, 1915]
- banner-body-5: విద్యార్థుల ఆరోగ్య పరిరక్షణకు వైద్య శిబిరాలు నిర్వహించాలని చెప్పారు. ప్రతి హాస్టల్‌లో సీసీ కెమెరాలు ఏర్పాటు చేయాలని, భద్రతా సిబ్బందిని నియమించాలని ఆదేశించారు.: [1002, 1946, 1232, 2003]
- top-section: [18, 114, 1470, 1849]
- article-msme: [424, 122, 1470, 540]
- amit-shah-body-1: హైదరాబాద్ ప్రయత్నం న్యూస్ : గౌరవనీయ భారత గౌరవ పార్లమెంట్ సభ్యులు శ్రీ అమిత్ షా గారు ఎన్నికల సంస్కరణల విషయంలో ఎంతో ప్రాముఖ్యత ఎలోని నియమావళిని కొనసాగించారు. ఎన్నికల సంస్కరణలు సమర్థవంతంగా చేపట్టారు. ఎన్. రాంచందర్ రావు గారు సామూహికంగా వీక్షించారు. ఈ కార్యక్రమంలో జిల్లా అధ్యక్షుడు శ్రీ శ్రీనివాస్ రెడ్డి గారు,: [424, 597, 584, 751]
- photo-shirt: [283, 1146, 384, 1224]
- party-scarf: [1064, 692, 1110, 820]
- party-scarf: [959, 692, 1005, 820]
- masthead: [18, 32, 1470, 104]
- person-figure: [326, 1731, 378, 1823]
- banner-col-3: [518, 1946, 748, 2205]
- person-figure: [222, 725, 252, 794]
- party-scarf: [1168, 692, 1214, 820]
